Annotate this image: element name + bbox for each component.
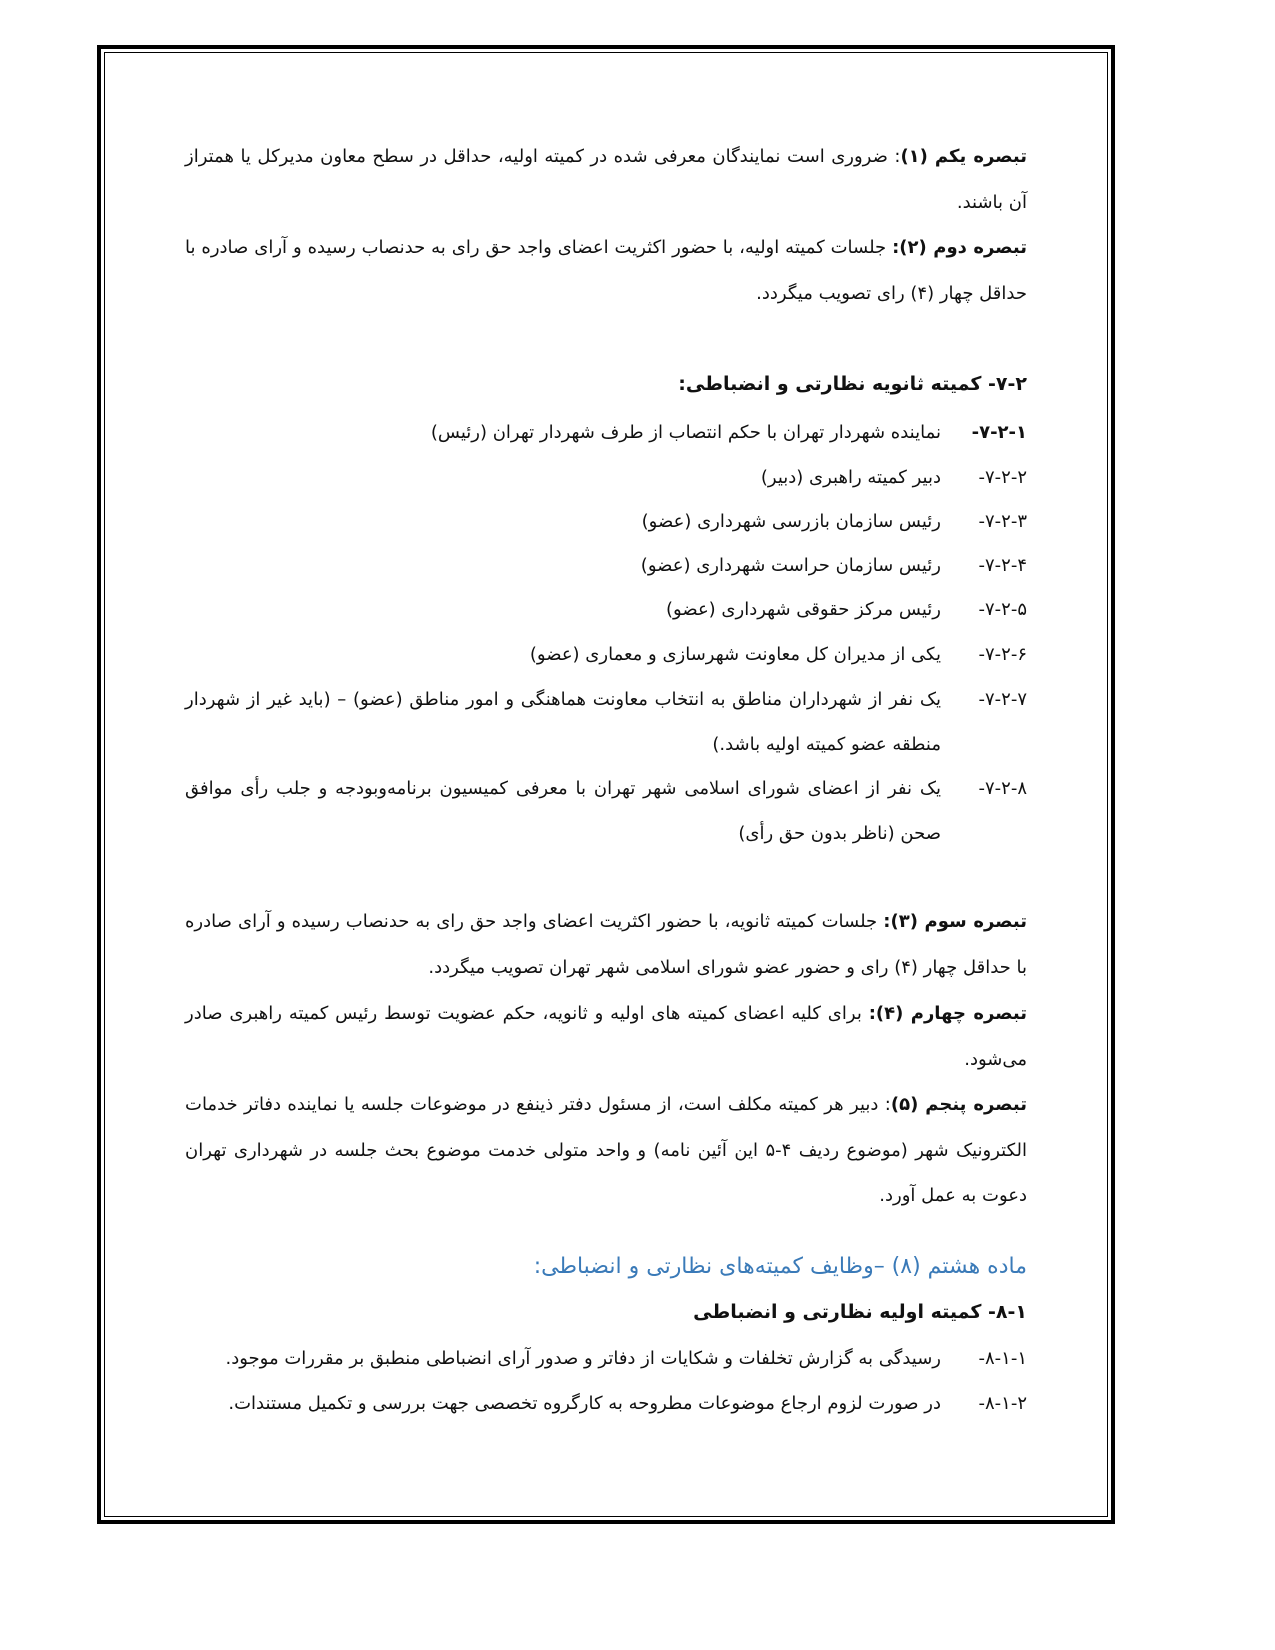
item-number: ۷-۲-۷- [978, 689, 1027, 710]
note-1 [185, 134, 1027, 225]
item-text: نماینده شهردار تهران با حکم انتصاب از طرف شهردار تهران (رئیس) [430, 422, 941, 443]
item-number: ۷-۲-۱- [971, 422, 1027, 443]
item-text: رئیس سازمان بازرسی شهرداری (عضو) [641, 511, 941, 532]
item-number: ۷-۲-۲- [978, 467, 1027, 488]
list-item [185, 1381, 1027, 1426]
item-text: رسیدگی به گزارش تخلفات و شکایات از دفاتر و صدور آرای انضباطی منطبق بر مقررات موجود. [225, 1348, 941, 1369]
list-item [185, 1336, 1027, 1381]
note-label: تبصره سوم (۳): [883, 911, 1027, 932]
note-text: جلسات کمیته اولیه، با حضور اکثریت اعضای واجد حق رای به حدنصاب رسیده و آرای صادره با حداقل چهار (۴) رای تصویب میگردد. [185, 237, 1027, 304]
note-3 [185, 899, 1027, 990]
item-number: ۷-۲-۴- [978, 555, 1027, 576]
item-number: ۷-۲-۸- [978, 778, 1027, 799]
item-text: رئیس سازمان حراست شهرداری (عضو) [640, 555, 941, 576]
item-text: رئیس مرکز حقوقی شهرداری (عضو) [666, 599, 941, 620]
list-item [185, 410, 1027, 455]
note-label: تبصره یکم (۱) [900, 146, 1027, 167]
item-text: در صورت لزوم ارجاع موضوعات مطروحه به کارگروه تخصصی جهت بررسی و تکمیل مستندات. [228, 1393, 941, 1414]
list-item [185, 543, 1027, 588]
item-number: ۸-۱-۲- [978, 1393, 1027, 1414]
note-4 [185, 991, 1027, 1082]
note-label: تبصره دوم (۲): [892, 237, 1028, 258]
item-text: یکی از مدیران کل معاونت شهرسازی و معماری (عضو) [529, 644, 941, 665]
item-text: دبیر کمیته راهبری (دبیر) [760, 467, 941, 488]
item-text: یک نفر از اعضای شورای اسلامی شهر تهران با معرفی کمیسیون برنامه‌وبودجه و جلب رأی موافق صحن (ناظر بدون حق رأی) [185, 778, 941, 844]
note-2 [185, 225, 1027, 316]
list-item [185, 632, 1027, 677]
note-text: : دبیر هر کمیته مکلف است، از مسئول دفتر ذینفع در موضوعات جلسه یا نماینده دفاتر خدمات الکترونیک شهر (موضوع ردیف ۴-۵ این آئین نامه) و واحد متولی خدمت موضوع بحث جلسه در شهرداری تهران دعوت به عمل آورد. [185, 1094, 1027, 1206]
item-number: ۷-۲-۶- [978, 644, 1027, 665]
note-text: جلسات کمیته ثانویه، با حضور اکثریت اعضای واجد حق رای به حدنصاب رسیده و آرای صادره با حداقل چهار (۴) رای و حضور عضو شورای اسلامی شهر تهران تصویب میگردد. [185, 911, 1027, 978]
list-item [185, 677, 1027, 767]
section-heading: ۷-۲- کمیته ثانویه نظارتی و انضباطی: [678, 373, 1027, 395]
list-item [185, 499, 1027, 544]
note-label: تبصره چهارم (۴): [868, 1003, 1027, 1024]
sub-heading: ۸-۱- کمیته اولیه نظارتی و انضباطی [693, 1301, 1027, 1323]
list-item [185, 455, 1027, 500]
item-text: یک نفر از شهرداران مناطق به انتخاب معاونت هماهنگی و امور مناطق (عضو) – (باید غیر از شهردار منطقه عضو کمیته اولیه باشد.) [185, 689, 941, 755]
note-text: برای کلیه اعضای کمیته های اولیه و ثانویه، حکم عضویت توسط رئیس کمیته راهبری صادر می‌شود. [185, 1003, 1027, 1070]
item-number: ۸-۱-۱- [978, 1348, 1027, 1369]
note-5 [185, 1082, 1027, 1219]
article-title: ماده هشتم (۸) –وظایف کمیته‌های نظارتی و انضباطی: [533, 1254, 1027, 1279]
note-text: : ضروری است نمایندگان معرفی شده در کمیته اولیه، حداقل در سطح معاون مدیرکل یا همتراز آن باشند. [185, 146, 1027, 213]
item-number: ۷-۲-۵- [978, 599, 1027, 620]
list-item [185, 766, 1027, 856]
item-number: ۷-۲-۳- [978, 511, 1027, 532]
note-label: تبصره پنجم (۵) [890, 1094, 1027, 1115]
list-item [185, 587, 1027, 632]
